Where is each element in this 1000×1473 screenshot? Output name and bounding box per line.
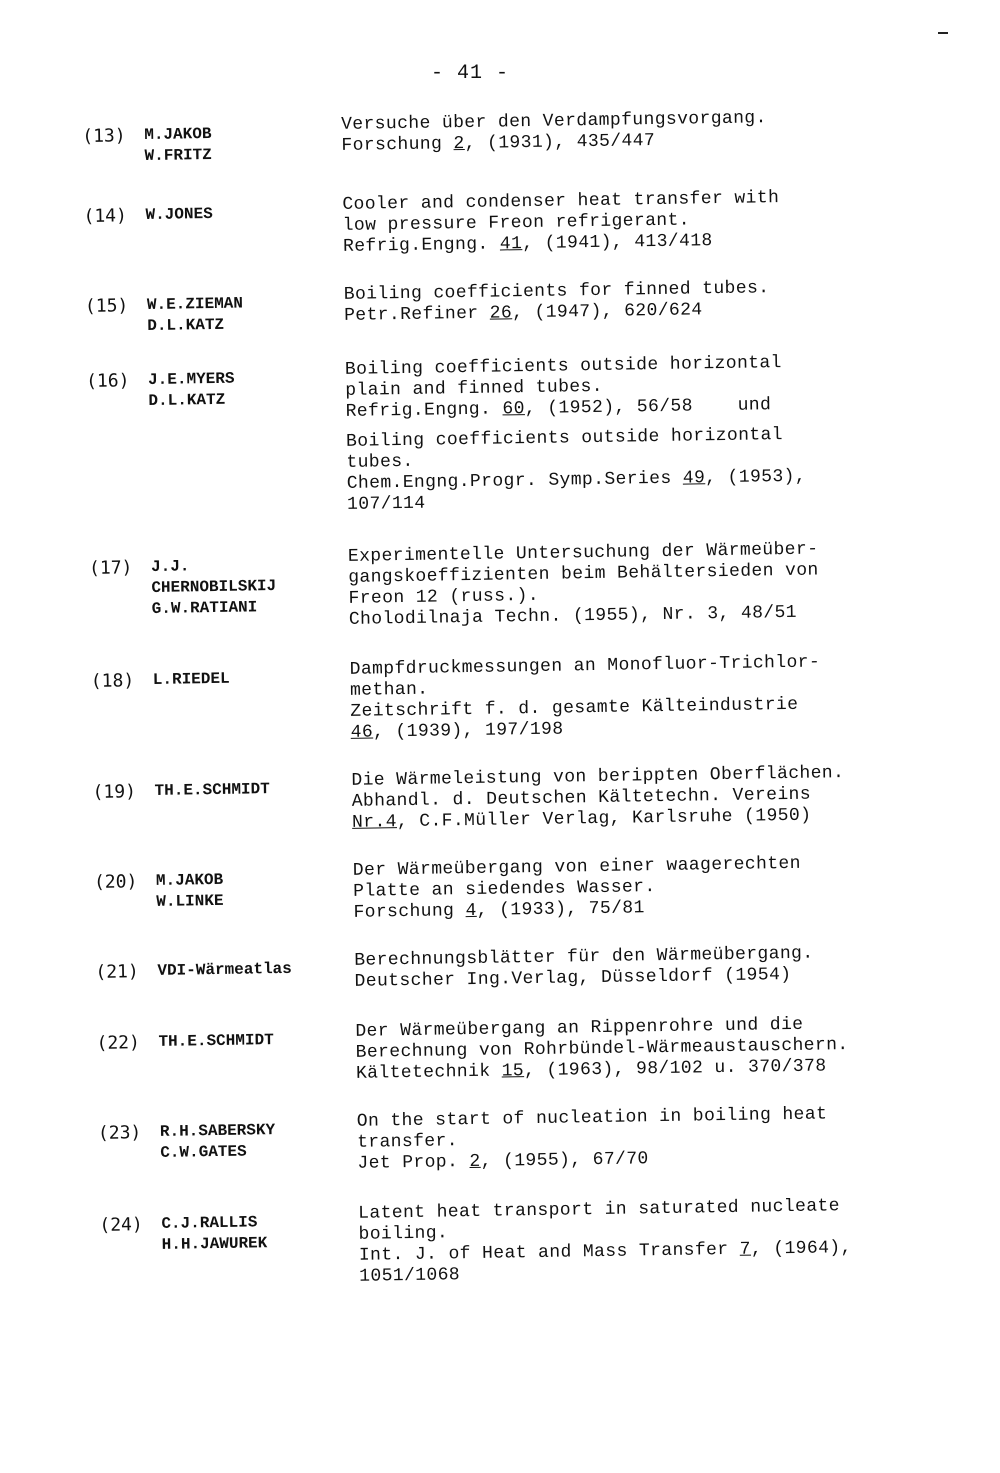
- text-segment: 107/114: [346, 493, 426, 515]
- reference-authors: [156, 860, 354, 913]
- text-segment: gangskoeffizienten beim Behältersieden von: [348, 560, 819, 588]
- text-segment: Latent heat transport in saturated nucleate: [358, 1196, 841, 1224]
- text-segment: Kältetechnik: [355, 1061, 502, 1084]
- reference-authors: [161, 1203, 359, 1256]
- text-segment: Die Wärmeleistung von berippten Oberflächen.: [351, 763, 845, 791]
- author-name: TH.E.SCHMIDT: [158, 1031, 274, 1051]
- text-segment: Boiling coefficients outside horizontal: [345, 425, 784, 452]
- text-segment: Dampfdruckmessungen an Monofluor-Trichlor-: [349, 652, 821, 680]
- reference-entry: [99, 1193, 980, 1292]
- author-name: M.JAKOB: [155, 870, 224, 890]
- volume-number: 4: [465, 900, 477, 922]
- text-segment: Zeitschrift f. d. gesamte Kälteindustrie: [350, 694, 799, 722]
- text-segment: , (1963), 98/102 u. 370/378: [523, 1056, 827, 1082]
- text-segment: Jet Prop.: [357, 1152, 470, 1174]
- reference-list: [82, 104, 980, 1292]
- text-segment: Versuche über den Verdampfungsvorgang.: [340, 108, 767, 135]
- reference-text: [351, 760, 973, 834]
- reference-entry: [86, 349, 968, 520]
- volume-number: 49: [682, 468, 706, 489]
- text-segment: Der Wärmeübergang an Rippenrohre und die: [355, 1014, 804, 1042]
- author-name: W.FRITZ: [144, 145, 212, 166]
- reference-authors: [157, 950, 354, 982]
- reference-authors: [144, 114, 342, 167]
- text-segment: , (1931), 435/447: [464, 131, 656, 154]
- reference-number: (19): [92, 781, 137, 803]
- corner-mark: [938, 32, 948, 34]
- author-name: H.H.JAWUREK: [161, 1234, 268, 1254]
- reference-entry: [98, 1101, 979, 1179]
- reference-entry: [85, 274, 966, 338]
- author-name: VDI-Wärmeatlas: [157, 959, 292, 980]
- reference-text: [355, 1011, 977, 1085]
- author-name: L.RIEDEL: [152, 669, 230, 689]
- reference-authors: [158, 1021, 355, 1053]
- reference-number: (20): [93, 871, 138, 893]
- reference-text: [342, 184, 964, 258]
- text-segment: Refrig.Engng.: [345, 399, 503, 422]
- text-segment: Chem.Engng.Progr. Symp.Series: [346, 468, 683, 494]
- author-name: W.LINKE: [156, 891, 224, 911]
- volume-number: 46: [350, 722, 374, 743]
- reference-authors: [148, 359, 346, 412]
- text-segment: methan.: [349, 679, 429, 701]
- text-segment: , C.F.Müller Verlag, Karlsruhe (1950): [396, 805, 812, 833]
- reference-authors: [147, 284, 345, 337]
- volume-number: 2: [453, 133, 465, 155]
- author-name: M.JAKOB: [144, 124, 212, 145]
- author-name: D.L.KATZ: [147, 315, 225, 335]
- reference-text: [350, 649, 972, 744]
- reference-number: (16): [85, 370, 130, 392]
- reference-number: (18): [90, 670, 135, 692]
- author-name: D.L.KATZ: [148, 390, 226, 410]
- text-segment: , (1964),: [750, 1238, 852, 1260]
- text-segment: Abhandl. d. Deutschen Kältetechn. Vereins: [351, 784, 812, 812]
- text-segment: transfer.: [356, 1131, 459, 1153]
- text-segment: , (1933), 75/81: [476, 898, 645, 921]
- text-segment: Cooler and condenser heat transfer with: [342, 188, 780, 215]
- reference-entry: [96, 1011, 977, 1089]
- reference-number: (15): [84, 295, 129, 317]
- reference-entry: [82, 104, 963, 168]
- author-name: R.H.SABERSKY: [159, 1121, 276, 1141]
- author-name: J.E.MYERS: [147, 369, 235, 389]
- volume-number: 26: [489, 303, 513, 324]
- text-segment: Platte an siedendes Wasser.: [353, 877, 656, 902]
- text-segment: , (1955), 67/70: [480, 1149, 649, 1172]
- reference-text: [357, 1101, 979, 1175]
- text-segment: , (1939), 197/198: [372, 719, 564, 743]
- reference-number: (21): [95, 961, 139, 983]
- reference-text: [354, 940, 976, 993]
- reference-authors: [151, 546, 349, 620]
- text-segment: Int. J. of Heat and Mass Transfer: [358, 1239, 740, 1266]
- text-segment: , (1941), 413/418: [522, 231, 713, 255]
- text-segment: Experimentelle Untersuchung der Wärmeüber-: [347, 539, 819, 567]
- reference-text: [341, 104, 963, 157]
- reference-authors: [145, 194, 342, 226]
- volume-number: 60: [502, 399, 526, 420]
- reference-authors: [160, 1111, 358, 1164]
- text-segment: , (1952), 56/58 und: [524, 395, 772, 420]
- text-segment: Petr.Refiner: [343, 303, 490, 326]
- volume-number: 15: [501, 1061, 525, 1082]
- reference-number: (14): [83, 205, 128, 227]
- text-segment: Forschung: [341, 134, 454, 156]
- reference-entry: [92, 760, 973, 838]
- volume-number: 7: [739, 1239, 752, 1260]
- text-segment: On the start of nucleation in boiling heat: [356, 1104, 828, 1132]
- reference-text: [353, 850, 975, 924]
- author-name: TH.E.SCHMIDT: [154, 780, 270, 800]
- text-segment: Freon 12 (russ.).: [348, 585, 540, 609]
- text-segment: boiling.: [358, 1223, 449, 1245]
- volume-number: 2: [469, 1151, 481, 1173]
- text-segment: Der Wärmeübergang von einer waagerechten: [352, 853, 802, 881]
- reference-text: [348, 536, 970, 631]
- text-segment: tubes.: [346, 451, 414, 473]
- author-name: C.J.RALLIS: [161, 1213, 258, 1233]
- author-name: CHERNOBILSKIJ: [151, 577, 277, 597]
- author-name: J.J.: [150, 557, 190, 576]
- reference-entry: [91, 649, 972, 748]
- text-segment: Deutscher Ing.Verlag, Düsseldorf (1954): [354, 964, 792, 992]
- reference-number: (13): [82, 125, 126, 147]
- reference-text: [345, 349, 968, 516]
- text-segment: , (1953),: [705, 466, 807, 489]
- author-name: W.E.ZIEMAN: [146, 294, 244, 315]
- text-segment: plain and finned tubes.: [345, 376, 604, 401]
- reference-entry: [89, 536, 970, 635]
- text-segment: Berechnung von Rohrbündel-Wärmeaustauschern.: [355, 1035, 849, 1063]
- reference-authors: [153, 659, 350, 691]
- reference-text: [344, 274, 966, 327]
- text-segment: low pressure Freon refrigerant.: [342, 210, 691, 236]
- text-segment: , (1947), 620/624: [511, 300, 703, 324]
- author-name: G.W.RATIANI: [151, 598, 258, 618]
- reference-entry: [94, 850, 975, 928]
- volume-number: 41: [499, 234, 523, 255]
- text-segment: Berechnungsblätter für den Wärmeübergang.: [354, 943, 814, 971]
- text-segment: Forschung: [353, 901, 466, 923]
- reference-entry: [83, 184, 964, 262]
- page-number: - 41 -: [430, 62, 509, 85]
- text-segment: Refrig.Engng.: [342, 234, 501, 257]
- reference-number: (22): [96, 1032, 141, 1054]
- reference-authors: [154, 770, 351, 802]
- reference-entry: [95, 940, 976, 997]
- text-segment: Cholodilnaja Techn. (1955), Nr. 3, 48/51: [348, 602, 798, 630]
- text-segment: 1051/1068: [359, 1265, 461, 1287]
- text-segment: Boiling coefficients for finned tubes.: [343, 278, 770, 305]
- author-name: W.JONES: [145, 204, 213, 225]
- text-segment: Boiling coefficients outside horizontal: [344, 353, 782, 380]
- reference-number: (24): [99, 1214, 143, 1236]
- reference-text: [358, 1193, 980, 1288]
- reference-number: (17): [88, 557, 133, 579]
- reference-number: (23): [97, 1122, 142, 1144]
- volume-number: Nr.4: [351, 812, 398, 833]
- author-name: C.W.GATES: [160, 1142, 247, 1162]
